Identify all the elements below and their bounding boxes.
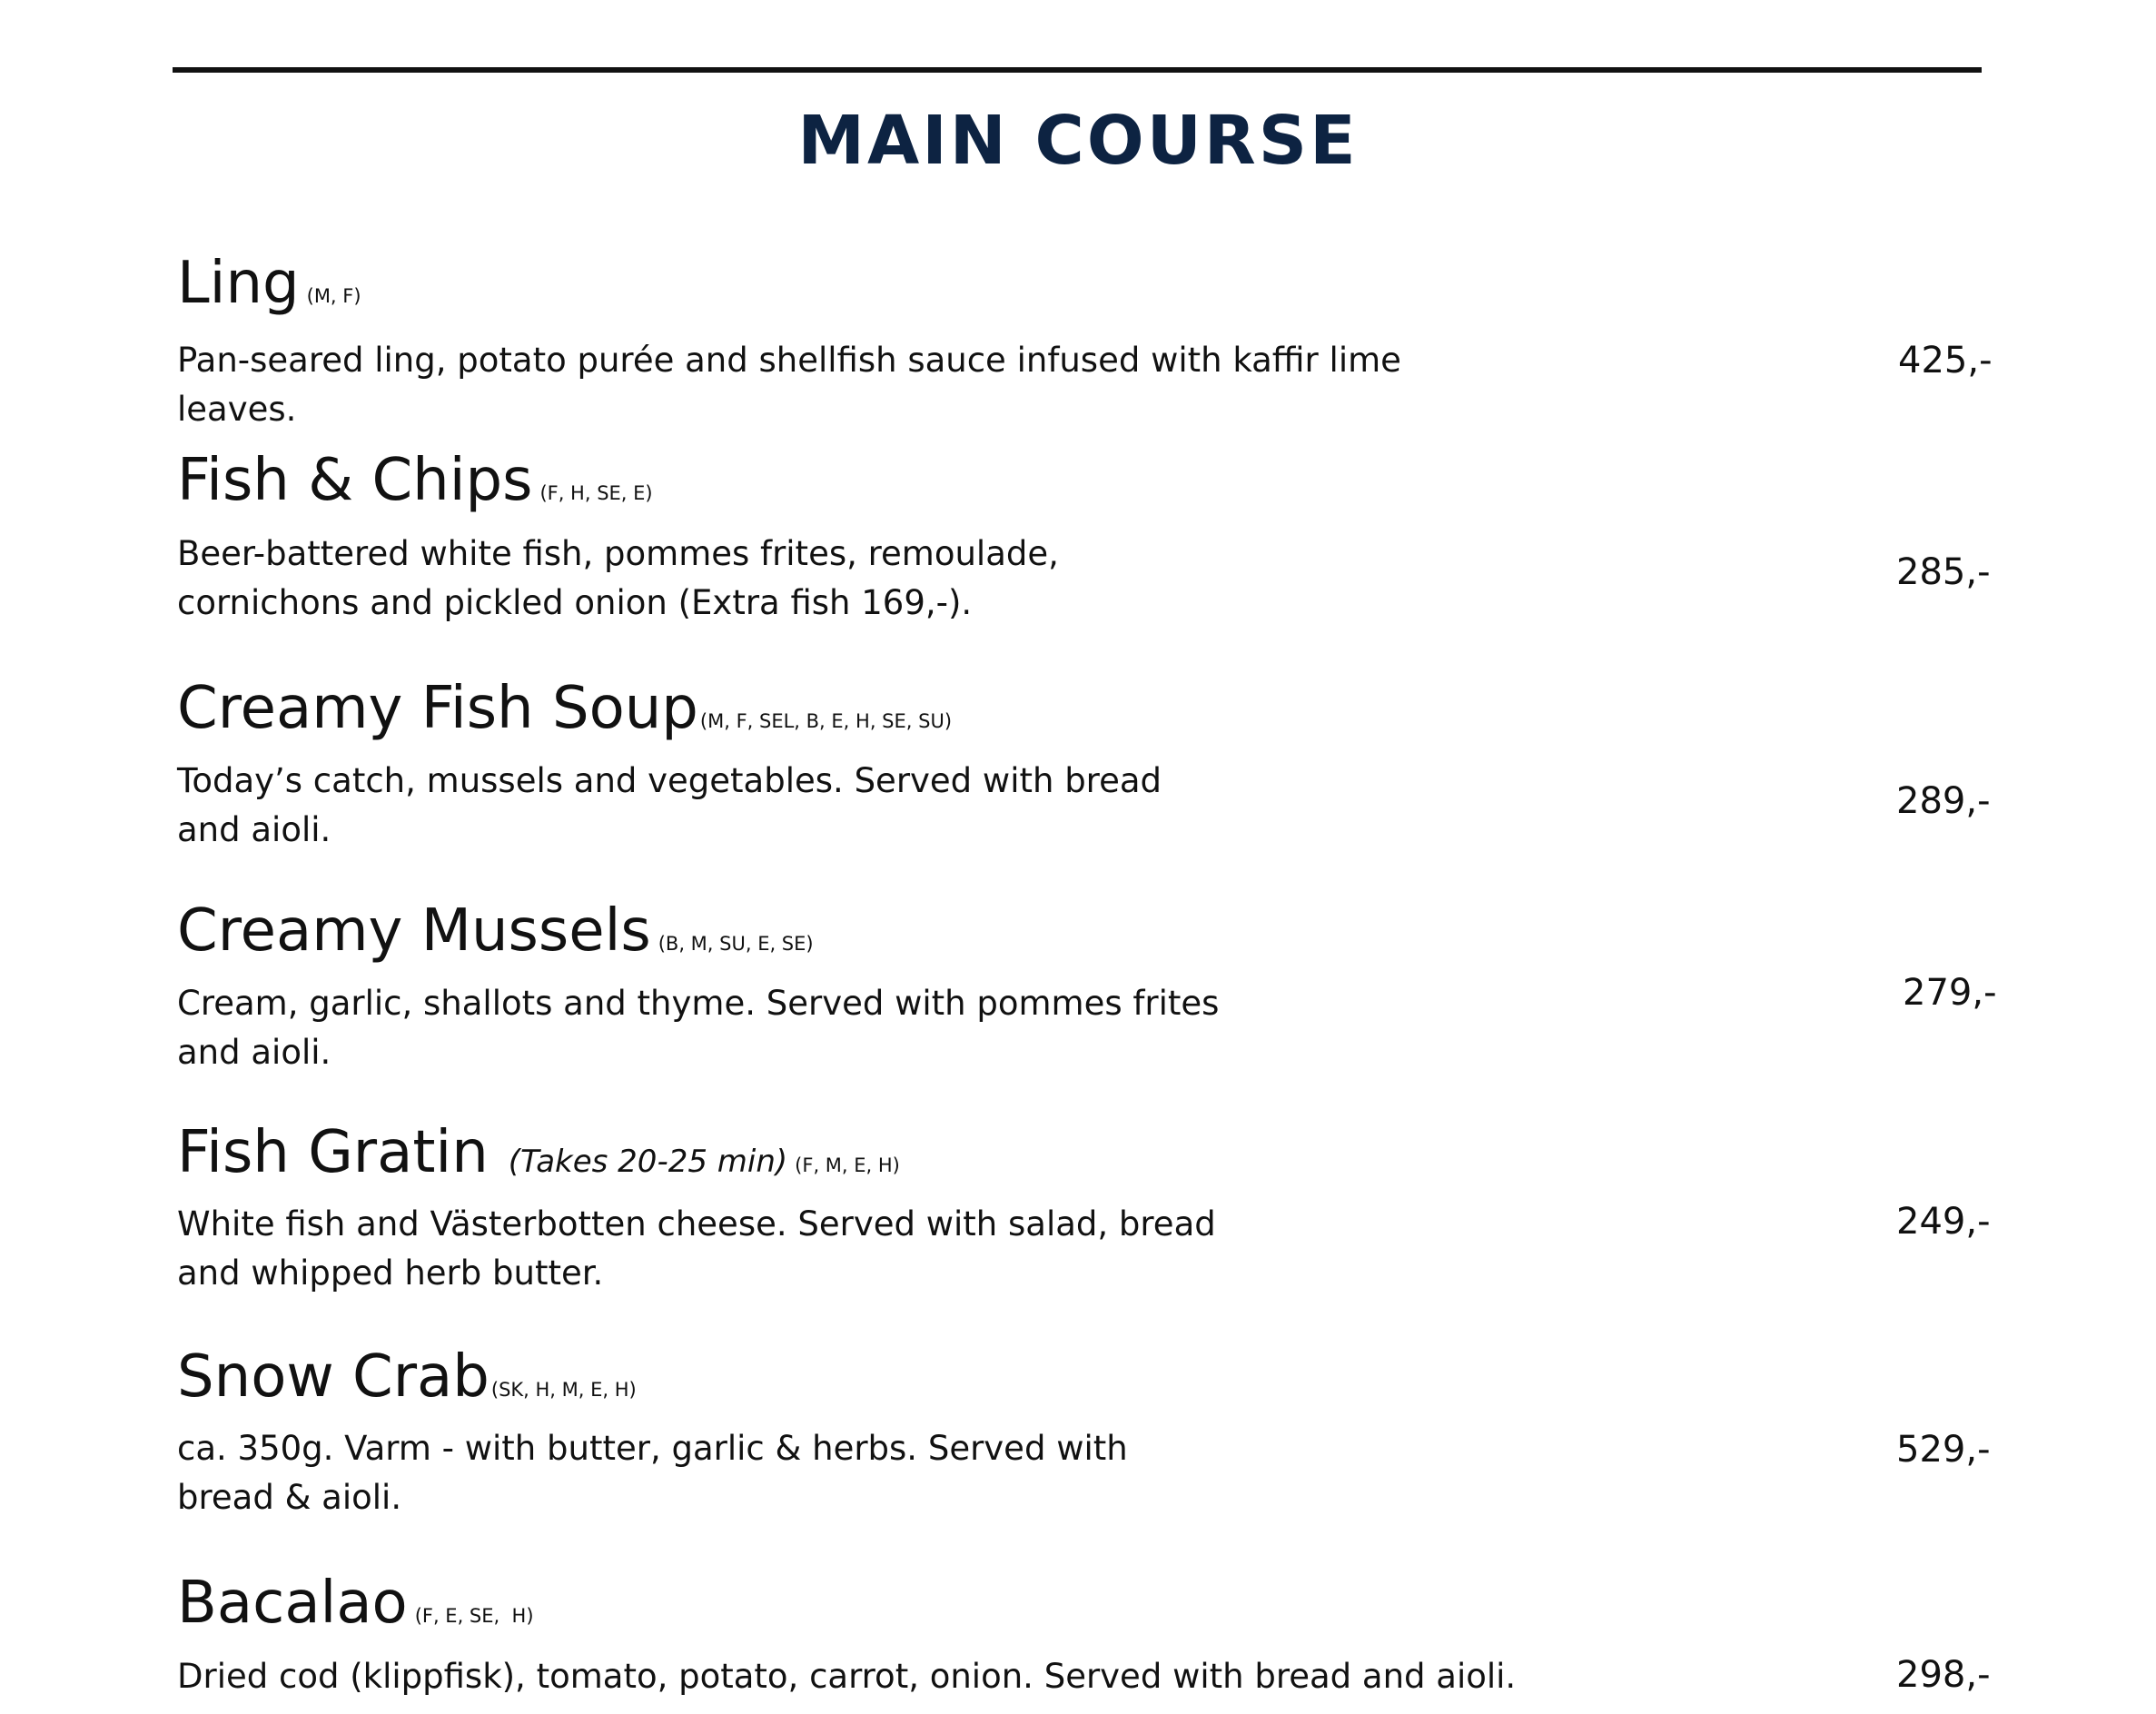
item-name: Creamy Fish Soup <box>177 675 698 742</box>
item-description: Cream, garlic, shallots and thyme. Served with pommes frites and aioli. <box>177 984 1220 1072</box>
item-description: ca. 350g. Varm - with butter, garlic & herbs. Served with bread & aioli. <box>177 1429 1128 1517</box>
item-name: Fish Gratin <box>177 1119 489 1186</box>
item-heading <box>177 447 1993 514</box>
item-allergens: (F, E, SE, H) <box>414 1605 534 1627</box>
item-price: 298,- <box>1896 1654 1991 1696</box>
item-allergens: (M, F) <box>306 285 361 307</box>
item-description: Dried cod (klippfisk), tomato, potato, carrot, onion. Served with bread and aioli. <box>177 1657 1517 1696</box>
item-heading <box>177 675 1993 742</box>
item-heading <box>177 250 1993 317</box>
menu-item-bacalao <box>177 1570 1993 1696</box>
item-description: Today’s catch, mussels and vegetables. Served with bread and aioli. <box>177 761 1162 849</box>
item-allergens: (SK, H, M, E, H) <box>490 1379 637 1401</box>
item-heading <box>177 897 1993 965</box>
menu-item-creamy-mussels <box>177 897 1997 1072</box>
item-description: Beer-battered white fish, pommes frites, remoulade, cornichons and pickled onion (Extra fish 169,-). <box>177 534 1059 622</box>
item-price: 249,- <box>1896 1201 1991 1243</box>
item-description: Pan-seared ling, potato purée and shellfish sauce infused with kaffir lime leaves. <box>177 341 1401 429</box>
menu-item-snow-crab <box>177 1343 1993 1517</box>
menu-item-creamy-fish-soup <box>177 675 1993 849</box>
menu-item-fish-gratin <box>177 1119 1993 1293</box>
item-allergens: (B, M, SU, E, SE) <box>658 933 814 955</box>
menu-item-ling <box>177 250 1993 429</box>
item-name: Snow Crab <box>177 1343 490 1411</box>
item-allergens: (M, F, SEL, B, E, H, SE, SU) <box>699 710 953 732</box>
item-price: 529,- <box>1896 1429 1991 1471</box>
item-price: 425,- <box>1898 340 1993 381</box>
item-price: 289,- <box>1896 780 1991 822</box>
item-price: 285,- <box>1896 551 1991 593</box>
top-divider <box>173 67 1982 73</box>
item-prep-time-note: (Takes 20-25 min) <box>508 1144 788 1180</box>
item-name: Creamy Mussels <box>177 897 651 965</box>
item-heading <box>177 1119 1993 1186</box>
page-title: MAIN COURSE <box>797 102 1359 180</box>
item-allergens: (F, M, E, H) <box>795 1154 900 1176</box>
menu-item-fish-and-chips <box>177 447 1993 622</box>
item-allergens: (F, H, SE, E) <box>539 482 653 504</box>
item-name: Ling <box>177 250 300 317</box>
item-description: White fish and Västerbotten cheese. Served with salad, bread and whipped herb butter. <box>177 1204 1216 1293</box>
item-price: 279,- <box>1903 972 1997 1014</box>
item-name: Bacalao <box>177 1570 408 1637</box>
item-heading <box>177 1343 1993 1411</box>
item-name: Fish & Chips <box>177 447 533 514</box>
item-heading <box>177 1570 1993 1637</box>
